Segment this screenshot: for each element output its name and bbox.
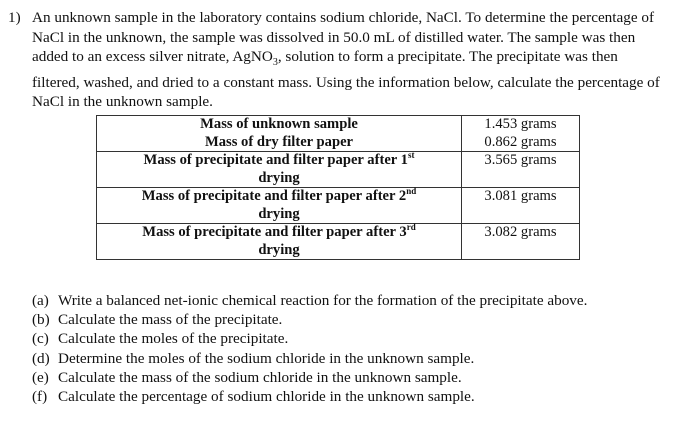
table-row <box>97 152 580 188</box>
question-list <box>32 291 587 406</box>
problem-number: 1) <box>8 9 21 26</box>
problem-line-3-end: , solution to form a precipitate. The precipitate was then <box>277 48 618 66</box>
table-row-value: 3.081 grams <box>462 188 580 224</box>
question-item: (f) Calculate the percentage of sodium chloride in the unknown sample. <box>32 388 475 406</box>
nitrate-subscript: 3 <box>272 57 278 69</box>
problem-statement <box>8 8 692 112</box>
problem-line-3 <box>32 47 690 73</box>
question-item: (b) Calculate the mass of the precipitate. <box>32 311 283 329</box>
data-table <box>96 115 580 260</box>
table-row-label: Mass of unknown sample Mass of dry filter paper <box>97 116 462 152</box>
question-item: (a) Write a balanced net-ionic chemical reaction for the formation of the precipitate above. <box>32 292 588 309</box>
problem-line-1: An unknown sample in the laboratory contains sodium chloride, NaCl. To determine the percentage of <box>32 9 655 26</box>
table-row-value: 3.565 grams <box>462 152 580 188</box>
table-row <box>97 188 580 224</box>
question-item: (d) Determine the moles of the sodium chloride in the unknown sample. <box>32 349 475 367</box>
problem-line-2: NaCl in the unknown, the sample was dissolved in 50.0 mL of distilled water. The sample was then <box>32 28 636 46</box>
table-row-label: Mass of precipitate and filter paper after 2nd drying <box>97 188 462 224</box>
problem-text <box>32 8 690 112</box>
question-item: (e) Calculate the mass of the sodium chloride in the unknown sample. <box>32 368 462 386</box>
problem-line-3-start: added to an excess silver nitrate, AgNO <box>32 48 273 66</box>
table-row <box>97 116 580 152</box>
table-row-label: Mass of precipitate and filter paper after 3rd drying <box>97 224 462 260</box>
table-row-value: 3.082 grams <box>462 224 580 260</box>
problem-line-5: NaCl in the unknown sample. <box>32 93 213 111</box>
table-row <box>97 224 580 260</box>
table-row-value: 1.453 grams 0.862 grams <box>462 116 580 152</box>
question-item: (c) Calculate the moles of the precipitate. <box>32 330 289 348</box>
table-row-label: Mass of precipitate and filter paper after 1st drying <box>97 152 462 188</box>
problem-line-4: filtered, washed, and dried to a constant mass. Using the information below, calculate the percentage of <box>32 73 660 91</box>
